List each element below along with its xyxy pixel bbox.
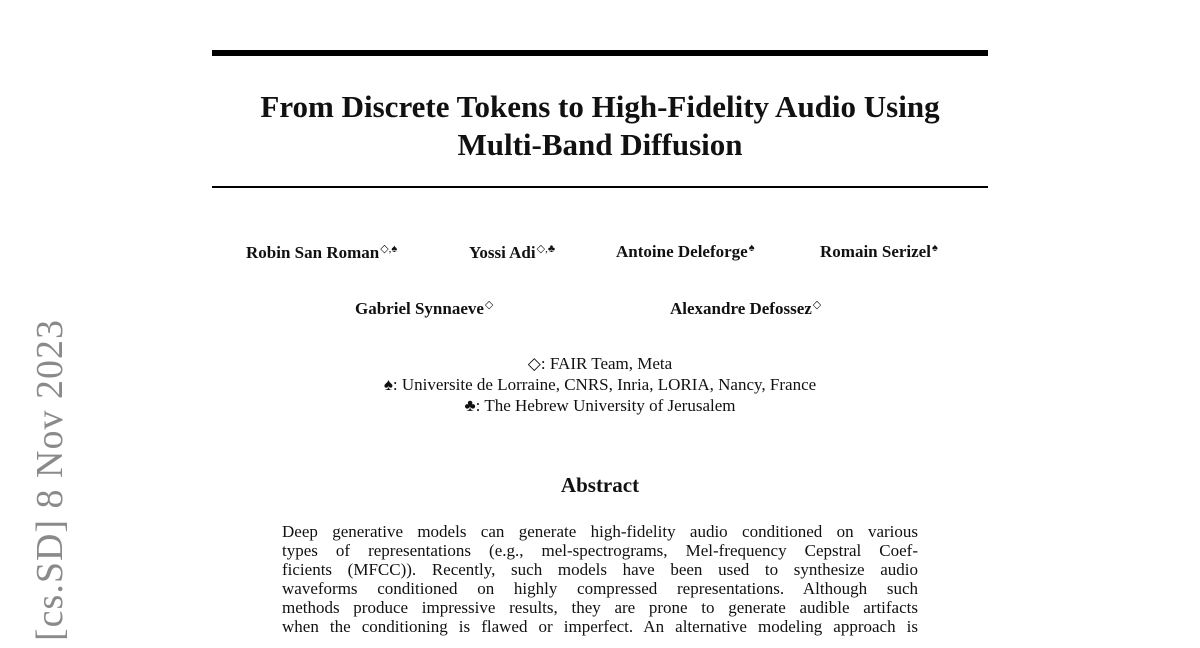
- abstract-line: methods produce impressive results, they are prone to generate audible artifacts: [282, 598, 918, 617]
- paper-title-line-1: From Discrete Tokens to High-Fidelity Audio Using: [260, 89, 940, 124]
- author-romain-serizel: [820, 242, 938, 262]
- affiliation-hebrew-university: ♣: The Hebrew University of Jerusalem: [464, 396, 736, 415]
- author-name: Yossi Adi: [469, 243, 536, 262]
- author-affiliation-marks: ◇,♠: [380, 243, 398, 255]
- author-antoine-deleforge: [616, 242, 755, 262]
- author-name: Antoine Deleforge: [616, 242, 748, 261]
- author-name: Gabriel Synnaeve: [355, 299, 484, 318]
- author-name: Robin San Roman: [246, 243, 380, 262]
- abstract-line: types of representations (e.g., mel-spectrograms, Mel-frequency Cepstral Coef-: [282, 541, 918, 560]
- author-affiliation-marks: ◇: [812, 299, 822, 311]
- abstract-heading: Abstract: [560, 473, 640, 497]
- author-affiliation-marks: ◇,♣: [536, 243, 556, 255]
- abstract-line: waveforms conditioned on highly compressed representations. Although such: [282, 579, 918, 598]
- author-robin-san-roman: [246, 242, 397, 263]
- affiliation-lorraine: ♠: Universite de Lorraine, CNRS, Inria, LORIA, Nancy, France: [383, 375, 817, 394]
- title-bottom-rule: [212, 186, 988, 188]
- abstract-line: when the conditioning is flawed or imperfect. An alternative modeling approach is: [282, 617, 918, 636]
- author-affiliation-marks: ◇: [484, 299, 494, 311]
- abstract-body: [282, 522, 918, 636]
- author-affiliation-marks: ♠: [748, 242, 755, 254]
- author-name: Romain Serizel: [820, 242, 931, 261]
- title-top-rule: [212, 50, 988, 56]
- author-alexandre-defossez: [670, 298, 821, 319]
- author-gabriel-synnaeve: [355, 298, 493, 319]
- paper-title-line-2: Multi-Band Diffusion: [457, 127, 743, 162]
- author-affiliation-marks: ♠: [931, 242, 938, 254]
- abstract-line: ficients (MFCC)). Recently, such models have been used to synthesize audio: [282, 560, 918, 579]
- author-name: Alexandre Defossez: [670, 299, 812, 318]
- author-yossi-adi: [469, 242, 555, 263]
- arxiv-stamp: [cs.SD] 8 Nov 2023: [29, 319, 71, 641]
- abstract-line: Deep generative models can generate high-fidelity audio conditioned on various: [282, 522, 918, 541]
- paper-title: [212, 88, 988, 164]
- affiliation-fair-meta: ◇: FAIR Team, Meta: [527, 354, 673, 373]
